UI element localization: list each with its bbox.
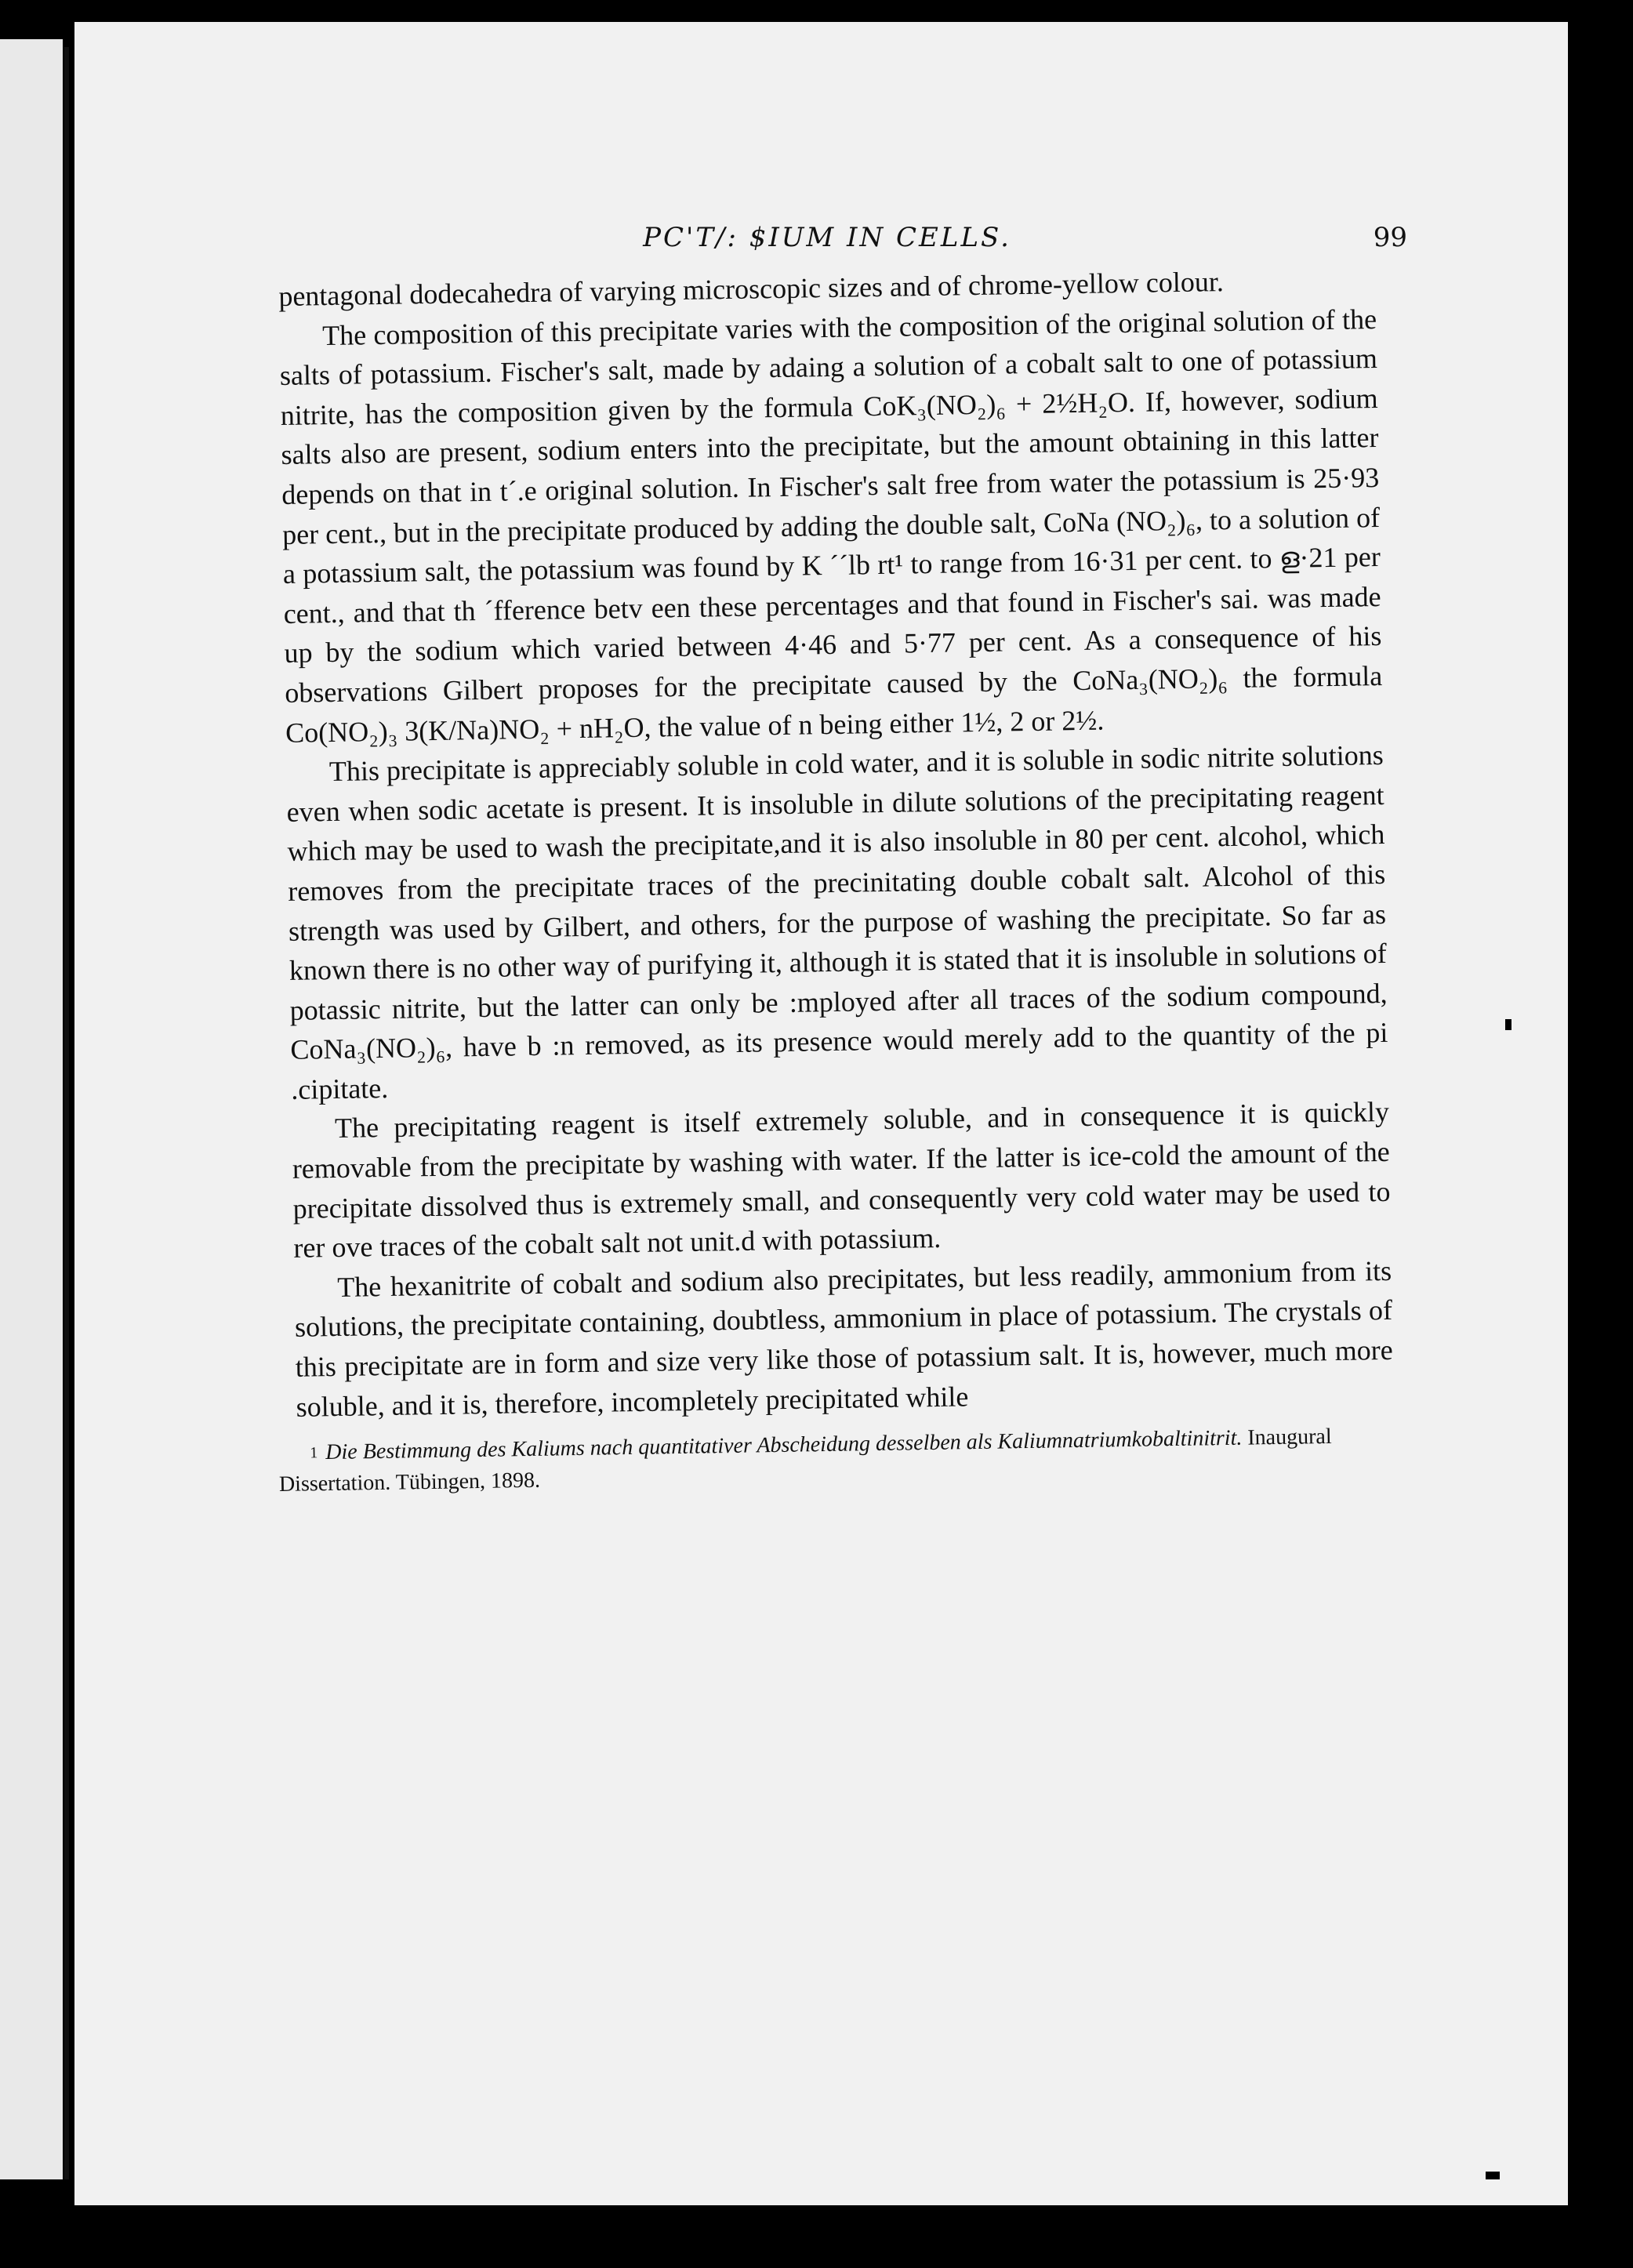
binding-shadow [64,47,69,2179]
paragraph: The composition of this precipitate varies with the composition of the original solution of the salts of potassium. Fischer's salt, made by adaing a solution of a cobalt salt to one of potassium nitrite, has the composition given by the formula CoK₃(NO₂)₆ + 2½H₂O. If, however, sodium salts also are present, sodium enters into the precipitate, but the amount obtaining in this latter depends on that in t´.e original solution. In Fischer's salt free from water the potassium is 25·93 per cent., but in the precipitate produced by adding the double salt, CoNa (NO₂)₆, to a solution of a potassium salt, the potassium was found by K ´´lb rt¹ to range from 16·31 per cent. to ള·21 per cent., and that th ´fference betv een these percentages and that found in Fischer's sai. was made up by the sodium which varied between 4·46 and 5·77 per cent. As a consequence of his observations Gilbert proposes for the precipitate caused by the CoNa₃(NO₂)₆ the formula Co(NO₂)₃ 3(K/Na)NO₂ + nH₂O, the value of n being either 1½, 2 or 2½. [279,303,1383,749]
page-number: 99 [1373,222,1407,253]
footnote-marker: 1 [310,1444,318,1462]
footnote-title: Die Bestimmung des Kaliums nach quantitativer Abscheidung desselben als Kaliumnatriumkobaltinitrit. [325,1425,1243,1465]
paragraph: This precipitate is appreciably soluble in cold water, and it is soluble in sodic nitrite solutions even when sodic acetate is present. It is insoluble in dilute solutions of the precipitating reagent which may be used to wash the precipitate,and it is also insoluble in 80 per cent. alcohol, which removes from the precipitate traces of the precinitating double cobalt salt. Alcohol of this strength was used by Gilbert, and others, for the purpose of washing the precipitate. So far as known there is no other way of purifying it, although it is stated that it is insoluble in solutions of potassic nitrite, but the latter can only be :mployed after all traces of the sodium compound, CoNa₃(NO₂)₆, have b :n removed, as its presence would merely add to the quantity of the pi .cipitate. [286,739,1388,1105]
paragraph: The precipitating reagent is itself extremely soluble, and in consequence it is quickly removable from the precipitate by washing with water. If the latter is ice-cold the amount of the precipitate dissolved thus is extremely small, and consequently very cold water may be used to rer ove traces of the cobalt salt not unit.d with potassium. [292,1096,1391,1265]
body-text [278,259,1394,1427]
paragraph-continued: pentagonal dodecahedra of varying microscopic sizes and of chrome-yellow colour. [278,266,1225,312]
scan-speck [1505,1019,1511,1030]
scan-speck [1486,2172,1500,2179]
paragraph: The hexanitrite of cobalt and sodium also precipitates, but less readily, ammonium from its solutions, the precipitate containing, doubtless, ammonium in place of potassium. The crystals of this precipitate are in form and size very like those of potassium salt. It is, however, much more soluble, and it is, therefore, incompletely precipitated while [294,1254,1393,1423]
page-content [278,222,1407,1501]
footnote-text: Inaugural Dissertation. Tübingen, 1898. [278,1424,1332,1497]
running-title: PC'T/: $IUM IN CELLS. [643,222,1011,253]
facing-page-edge [0,39,63,2179]
footnote [278,1421,1377,1501]
book-page [74,22,1568,2205]
